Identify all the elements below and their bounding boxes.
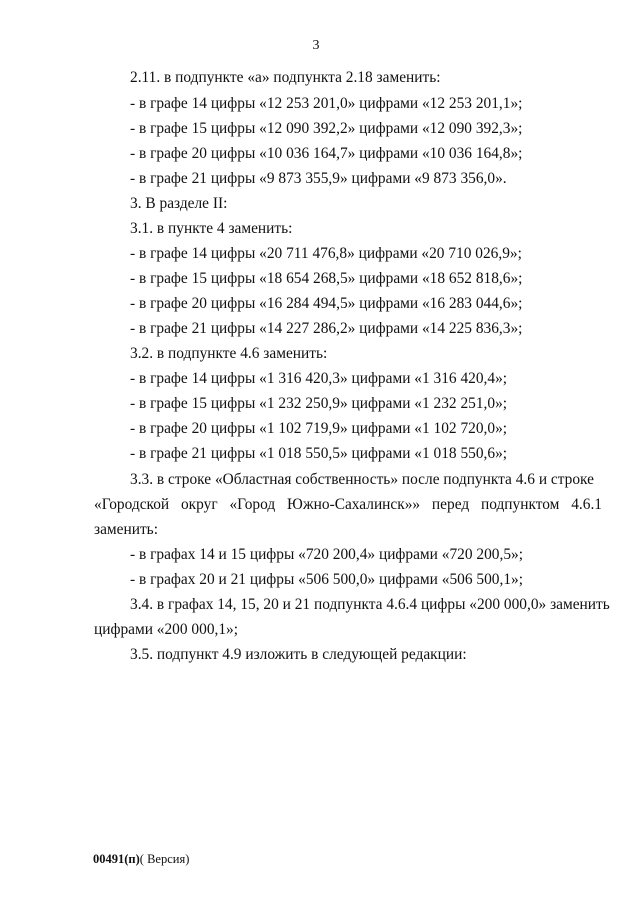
text-line: - в графах 20 и 21 цифры «506 500,0» цифрами «506 500,1»; bbox=[130, 571, 523, 588]
text-line: - в графе 21 цифры «14 227 286,2» цифрами «14 225 836,3»; bbox=[130, 320, 523, 337]
footer-code: 00491(п) bbox=[93, 852, 140, 866]
text-line: - в графе 20 цифры «16 284 494,5» цифрами «16 283 044,6»; bbox=[130, 295, 523, 312]
text-line: - в графе 15 цифры «12 090 392,2» цифрами «12 090 392,3»; bbox=[130, 120, 523, 137]
text-line: 3.1. в пункте 4 заменить: bbox=[130, 220, 293, 237]
text-line: 3.5. подпункт 4.9 изложить в следующей редакции: bbox=[130, 646, 467, 663]
text-line: 3.2. в подпункте 4.6 заменить: bbox=[130, 345, 328, 362]
text-line: - в графе 14 цифры «20 711 476,8» цифрами «20 710 026,9»; bbox=[130, 245, 522, 262]
text-line: - в графе 15 цифры «1 232 250,9» цифрами «1 232 251,0»; bbox=[130, 395, 508, 412]
text-line: «Городской округ «Город Южно-Сахалинск»» перед подпунктом 4.6.1 bbox=[94, 496, 602, 513]
text-line: - в графе 20 цифры «1 102 719,9» цифрами «1 102 720,0»; bbox=[130, 420, 508, 437]
text-line: - в графах 14 и 15 цифры «720 200,4» цифрами «720 200,5»; bbox=[130, 546, 523, 563]
text-line: - в графе 21 цифры «1 018 550,5» цифрами «1 018 550,6»; bbox=[130, 445, 508, 462]
text-line: заменить: bbox=[94, 521, 158, 538]
text-line: - в графе 15 цифры «18 654 268,5» цифрами «18 652 818,6»; bbox=[130, 270, 523, 287]
footer bbox=[93, 852, 189, 867]
text-line: - в графе 21 цифры «9 873 355,9» цифрами «9 873 356,0». bbox=[130, 170, 507, 187]
footer-version: ( Версия) bbox=[139, 852, 190, 866]
section-heading: 3. В разделе II: bbox=[130, 195, 228, 212]
text-line: 2.11. в подпункте «а» подпункта 2.18 заменить: bbox=[130, 69, 441, 86]
text-line: 3.3. в строке «Областная собственность» после подпункта 4.6 и строке bbox=[130, 471, 594, 488]
text-line: 3.4. в графах 14, 15, 20 и 21 подпункта 4.6.4 цифры «200 000,0» заменить bbox=[130, 596, 610, 613]
text-line: - в графе 14 цифры «12 253 201,0» цифрами «12 253 201,1»; bbox=[130, 95, 523, 112]
text-line: - в графе 20 цифры «10 036 164,7» цифрами «10 036 164,8»; bbox=[130, 145, 523, 162]
text-line: - в графе 14 цифры «1 316 420,3» цифрами «1 316 420,4»; bbox=[130, 370, 508, 387]
page-number: 3 bbox=[312, 38, 320, 53]
text-line: цифрами «200 000,1»; bbox=[94, 621, 239, 638]
